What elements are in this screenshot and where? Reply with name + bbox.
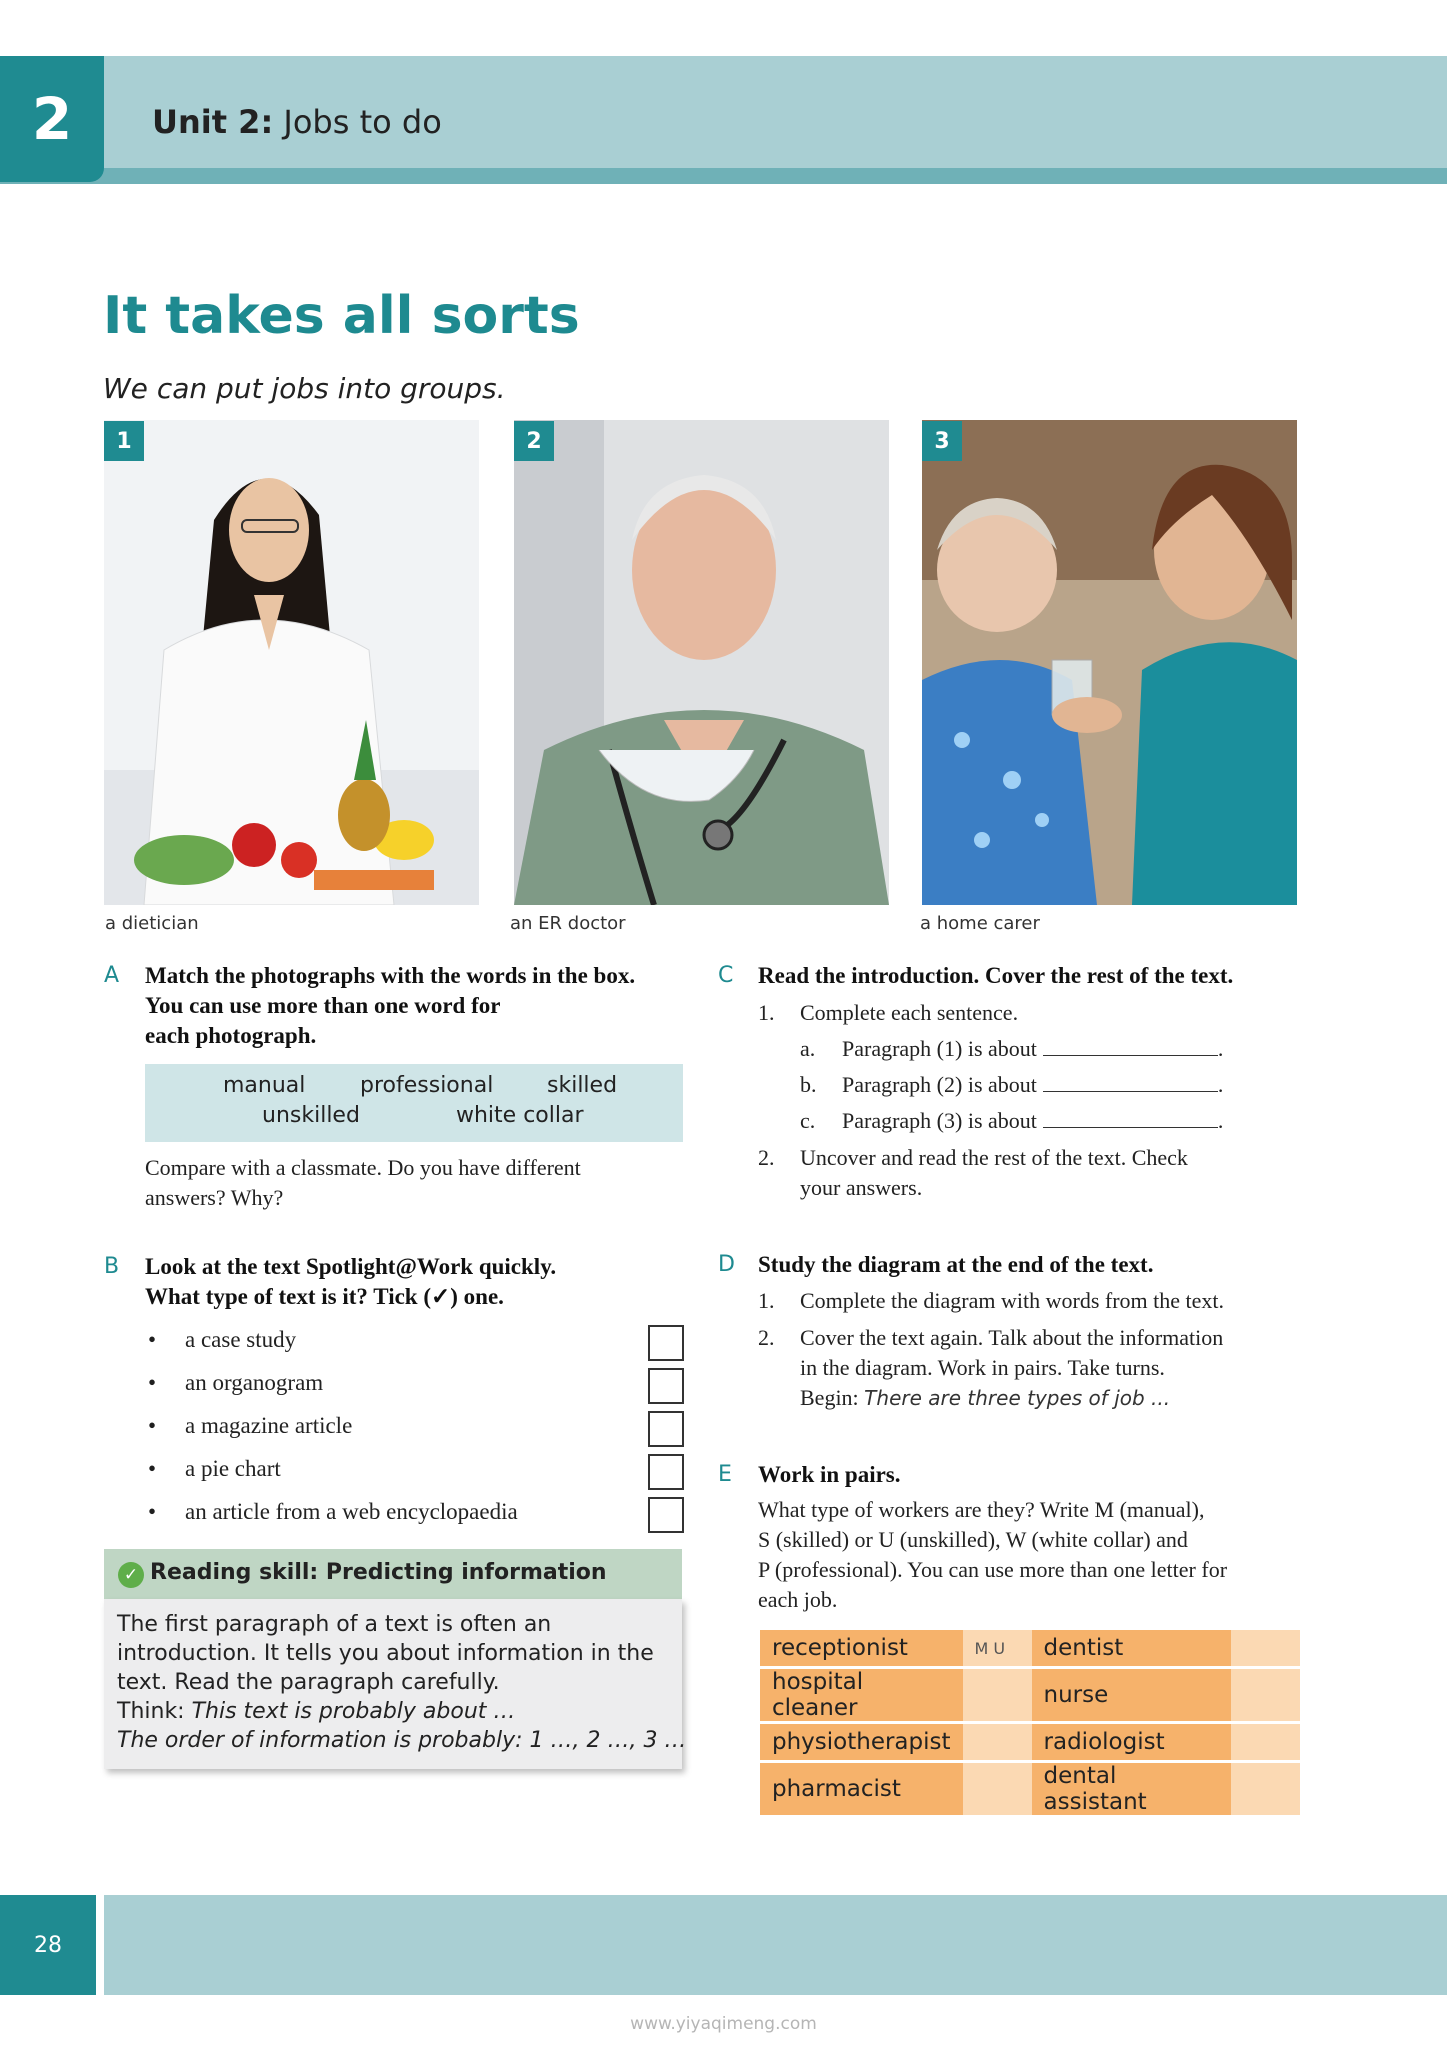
photo-caption-3: a home carer <box>920 913 1040 934</box>
section-b-letter: B <box>104 1254 120 1279</box>
photo-number-3: 3 <box>922 421 962 461</box>
page-title: It takes all sorts <box>103 286 580 346</box>
item-line: your answers. <box>800 1175 923 1200</box>
check-circle-icon: ✓ <box>118 1562 144 1588</box>
section-c-sub-b-label: b. <box>800 1072 817 1097</box>
answer-blank[interactable] <box>1043 1037 1218 1056</box>
section-c-sub-b: Paragraph (2) is about . <box>842 1072 1224 1097</box>
body-line: S (skilled) or U (unskilled), W (white collar) and <box>758 1527 1188 1552</box>
watermark: www.yiyaqimeng.com <box>630 2014 817 2034</box>
section-a-followup <box>145 1153 581 1213</box>
section-c-item2-num: 2. <box>758 1145 775 1170</box>
photo-number-2: 2 <box>514 421 554 461</box>
unit-label: Unit 2: <box>152 103 274 141</box>
body-line: P (professional). You can use more than one letter for <box>758 1557 1228 1582</box>
word-white-collar: white collar <box>456 1103 584 1128</box>
section-a-letter: A <box>104 963 120 988</box>
reading-skill-order: The order of information is probably: 1 …, 2 …, 3 … <box>117 1728 687 1753</box>
section-d-item2-num: 2. <box>758 1325 775 1350</box>
answer-cell[interactable] <box>963 1669 1032 1721</box>
option-pie-chart: a pie chart <box>185 1456 281 1481</box>
bullet: • <box>148 1370 157 1395</box>
footer-bar <box>104 1895 1447 1995</box>
answer-cell[interactable] <box>1231 1630 1300 1666</box>
section-c-sub-c-label: c. <box>800 1108 816 1133</box>
followup-line: answers? Why? <box>145 1185 284 1210</box>
word-box <box>145 1064 683 1142</box>
section-e-body <box>758 1495 1227 1615</box>
instruction-line: You can use more than one word for <box>145 993 501 1018</box>
word-professional: professional <box>360 1073 494 1098</box>
begin-line <box>800 1383 1223 1413</box>
option-case-study: a case study <box>185 1327 297 1352</box>
job-cell: dental assistant <box>1032 1763 1231 1815</box>
page-subtitle: We can put jobs into groups. <box>103 372 506 405</box>
item-line: Cover the text again. Talk about the information <box>800 1325 1224 1350</box>
photo-dietician <box>104 420 479 905</box>
item-line: in the diagram. Work in pairs. Take turns. <box>800 1355 1165 1380</box>
bullet: • <box>148 1327 157 1352</box>
tick-box-case-study[interactable] <box>648 1325 684 1361</box>
section-c-letter: C <box>718 963 734 988</box>
table-row <box>760 1630 1300 1666</box>
body-line: What type of workers are they? Write M (manual), <box>758 1497 1205 1522</box>
answer-cell[interactable] <box>1231 1763 1300 1815</box>
reading-skill-title: Reading skill: Predicting information <box>150 1560 607 1585</box>
reading-skill-line: introduction. It tells you about information in the <box>117 1641 654 1666</box>
section-c-sub-a-label: a. <box>800 1036 816 1061</box>
job-cell: nurse <box>1032 1669 1231 1721</box>
think-label: Think: <box>117 1699 192 1724</box>
sub-item-text: Paragraph (3) is about <box>842 1108 1037 1133</box>
section-d-letter: D <box>718 1252 735 1277</box>
section-e-letter: E <box>718 1462 732 1487</box>
answer-blank[interactable] <box>1043 1073 1218 1092</box>
tick-box-organogram[interactable] <box>648 1368 684 1404</box>
section-e-instruction: Work in pairs. <box>758 1462 901 1487</box>
job-cell: hospital cleaner <box>760 1669 963 1721</box>
tick-box-web-encyclopaedia[interactable] <box>648 1497 684 1533</box>
photo-caption-2: an ER doctor <box>510 913 626 934</box>
bullet: • <box>148 1413 157 1438</box>
section-c-item2 <box>800 1143 1188 1203</box>
think-prompt: This text is probably about … <box>191 1699 516 1724</box>
reading-skill-think <box>117 1699 515 1724</box>
job-cell: receptionist <box>760 1630 963 1666</box>
option-organogram: an organogram <box>185 1370 324 1395</box>
option-web-encyclopaedia: an article from a web encyclopaedia <box>185 1499 518 1524</box>
section-c-instruction: Read the introduction. Cover the rest of the text. <box>758 963 1234 988</box>
table-row <box>760 1763 1300 1815</box>
job-cell: physiotherapist <box>760 1724 963 1760</box>
instruction-line: Match the photographs with the words in the box. <box>145 963 636 988</box>
instruction-line: What type of text is it? Tick (✓) one. <box>145 1284 504 1309</box>
section-b-instruction <box>145 1252 556 1312</box>
answer-cell[interactable] <box>963 1763 1032 1815</box>
photo-er-doctor <box>514 420 889 905</box>
section-c-item1: Complete each sentence. <box>800 1000 1019 1025</box>
sub-item-text: Paragraph (1) is about <box>842 1036 1037 1061</box>
word-manual: manual <box>223 1073 306 1098</box>
unit-name: Jobs to do <box>283 103 442 141</box>
header-underline <box>0 168 1447 184</box>
photo-caption-1: a dietician <box>105 913 199 934</box>
word-unskilled: unskilled <box>262 1103 360 1128</box>
job-cell: pharmacist <box>760 1763 963 1815</box>
page-number: 28 <box>0 1895 96 1995</box>
section-c-item1-num: 1. <box>758 1000 775 1025</box>
reading-skill-line: The first paragraph of a text is often an <box>117 1612 552 1637</box>
section-d-item1: Complete the diagram with words from the text. <box>800 1288 1225 1313</box>
answer-cell[interactable] <box>1231 1669 1300 1721</box>
job-cell: dentist <box>1032 1630 1231 1666</box>
bullet: • <box>148 1456 157 1481</box>
photo-home-carer <box>922 420 1297 905</box>
tick-box-pie-chart[interactable] <box>648 1454 684 1490</box>
table-row <box>760 1724 1300 1760</box>
reading-skill-line: text. Read the paragraph carefully. <box>117 1670 500 1695</box>
table-row <box>760 1669 1300 1721</box>
tick-box-magazine-article[interactable] <box>648 1411 684 1447</box>
answer-cell[interactable]: M U <box>963 1630 1032 1666</box>
job-cell: radiologist <box>1032 1724 1231 1760</box>
answer-blank[interactable] <box>1043 1109 1218 1128</box>
section-c-sub-a: Paragraph (1) is about . <box>842 1036 1224 1061</box>
body-line: each job. <box>758 1587 838 1612</box>
section-a-instruction <box>145 961 635 1051</box>
word-skilled: skilled <box>547 1073 618 1098</box>
instruction-line: Look at the text Spotlight@Work quickly. <box>145 1254 557 1279</box>
begin-label: Begin: <box>800 1385 865 1410</box>
answer-cell[interactable] <box>963 1724 1032 1760</box>
item-line: Uncover and read the rest of the text. Check <box>800 1145 1188 1170</box>
unit-number-badge: 2 <box>0 56 104 182</box>
section-d-instruction: Study the diagram at the end of the text. <box>758 1252 1154 1277</box>
sub-item-text: Paragraph (2) is about <box>842 1072 1037 1097</box>
jobs-table <box>760 1627 1300 1818</box>
photo-number-1: 1 <box>104 421 144 461</box>
instruction-line: each photograph. <box>145 1023 317 1048</box>
unit-title <box>152 103 442 141</box>
begin-text: There are three types of job ... <box>864 1386 1171 1410</box>
followup-line: Compare with a classmate. Do you have different <box>145 1155 581 1180</box>
section-d-item1-num: 1. <box>758 1288 775 1313</box>
section-c-sub-c: Paragraph (3) is about . <box>842 1108 1224 1133</box>
answer-cell[interactable] <box>1231 1724 1300 1760</box>
option-magazine-article: a magazine article <box>185 1413 353 1438</box>
bullet: • <box>148 1499 157 1524</box>
section-d-item2 <box>800 1323 1223 1413</box>
